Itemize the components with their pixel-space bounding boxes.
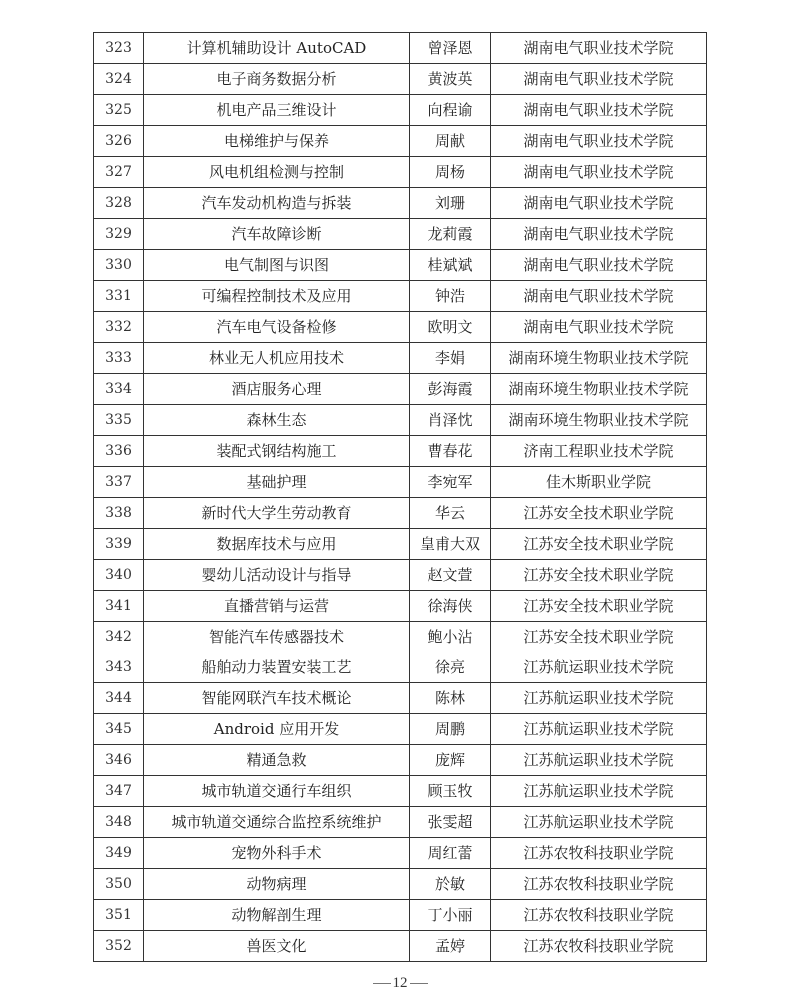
teacher-name: 鲍小沾 bbox=[410, 622, 491, 653]
footer-dash-right bbox=[410, 983, 428, 984]
row-number: 337 bbox=[94, 467, 144, 498]
school-name: 湖南电气职业技术学院 bbox=[491, 281, 707, 312]
table-row bbox=[94, 529, 707, 560]
course-name: 汽车故障诊断 bbox=[144, 219, 410, 250]
table-row bbox=[94, 405, 707, 436]
row-number: 331 bbox=[94, 281, 144, 312]
school-name: 江苏航运职业技术学院 bbox=[491, 714, 707, 745]
row-number: 352 bbox=[94, 931, 144, 962]
table-row bbox=[94, 374, 707, 405]
table-row bbox=[94, 436, 707, 467]
teacher-name: 周杨 bbox=[410, 157, 491, 188]
row-number: 334 bbox=[94, 374, 144, 405]
course-name: 城市轨道交通行车组织 bbox=[144, 776, 410, 807]
course-name: 电梯维护与保养 bbox=[144, 126, 410, 157]
course-name: 动物解剖生理 bbox=[144, 900, 410, 931]
teacher-name: 黄波英 bbox=[410, 64, 491, 95]
course-name: 森林生态 bbox=[144, 405, 410, 436]
table-row bbox=[94, 157, 707, 188]
table-row bbox=[94, 931, 707, 962]
row-number: 349 bbox=[94, 838, 144, 869]
course-name: 汽车发动机构造与拆装 bbox=[144, 188, 410, 219]
school-name: 湖南环境生物职业技术学院 bbox=[491, 405, 707, 436]
table-row bbox=[94, 776, 707, 807]
school-name: 湖南电气职业技术学院 bbox=[491, 250, 707, 281]
teacher-name: 刘珊 bbox=[410, 188, 491, 219]
course-list-table bbox=[93, 32, 707, 962]
course-name: Android 应用开发 bbox=[144, 714, 410, 745]
school-name: 湖南电气职业技术学院 bbox=[491, 95, 707, 126]
course-name: 机电产品三维设计 bbox=[144, 95, 410, 126]
school-name: 湖南电气职业技术学院 bbox=[491, 33, 707, 64]
school-name: 江苏航运职业技术学院 bbox=[491, 807, 707, 838]
row-number: 329 bbox=[94, 219, 144, 250]
school-name: 湖南电气职业技术学院 bbox=[491, 126, 707, 157]
course-name: 电气制图与识图 bbox=[144, 250, 410, 281]
row-number: 327 bbox=[94, 157, 144, 188]
course-name: 装配式钢结构施工 bbox=[144, 436, 410, 467]
row-number: 330 bbox=[94, 250, 144, 281]
row-number: 348 bbox=[94, 807, 144, 838]
course-name: 汽车电气设备检修 bbox=[144, 312, 410, 343]
school-name: 江苏安全技术职业学院 bbox=[491, 591, 707, 622]
table-row bbox=[94, 591, 707, 622]
course-name: 城市轨道交通综合监控系统维护 bbox=[144, 807, 410, 838]
teacher-name: 张雯超 bbox=[410, 807, 491, 838]
row-number: 336 bbox=[94, 436, 144, 467]
table-row bbox=[94, 622, 707, 653]
row-number: 346 bbox=[94, 745, 144, 776]
teacher-name: 欧明文 bbox=[410, 312, 491, 343]
course-name: 风电机组检测与控制 bbox=[144, 157, 410, 188]
table-row bbox=[94, 683, 707, 714]
row-number: 326 bbox=[94, 126, 144, 157]
table-row bbox=[94, 343, 707, 374]
school-name: 江苏安全技术职业学院 bbox=[491, 622, 707, 653]
course-name: 电子商务数据分析 bbox=[144, 64, 410, 95]
row-number: 323 bbox=[94, 33, 144, 64]
row-number: 325 bbox=[94, 95, 144, 126]
course-name: 动物病理 bbox=[144, 869, 410, 900]
row-number: 339 bbox=[94, 529, 144, 560]
school-name: 湖南环境生物职业技术学院 bbox=[491, 374, 707, 405]
row-number: 338 bbox=[94, 498, 144, 529]
row-number: 342 bbox=[94, 622, 144, 653]
course-name: 基础护理 bbox=[144, 467, 410, 498]
school-name: 江苏航运职业技术学院 bbox=[491, 652, 707, 683]
school-name: 江苏航运职业技术学院 bbox=[491, 683, 707, 714]
row-number: 350 bbox=[94, 869, 144, 900]
teacher-name: 孟婷 bbox=[410, 931, 491, 962]
course-name: 船舶动力装置安装工艺 bbox=[144, 652, 410, 683]
table-row bbox=[94, 838, 707, 869]
teacher-name: 周鹏 bbox=[410, 714, 491, 745]
school-name: 江苏安全技术职业学院 bbox=[491, 529, 707, 560]
teacher-name: 徐海侠 bbox=[410, 591, 491, 622]
page-number: 12 bbox=[392, 975, 408, 991]
table-body bbox=[94, 33, 707, 962]
school-name: 湖南电气职业技术学院 bbox=[491, 312, 707, 343]
school-name: 江苏农牧科技职业学院 bbox=[491, 931, 707, 962]
table-row bbox=[94, 900, 707, 931]
school-name: 湖南电气职业技术学院 bbox=[491, 157, 707, 188]
table-row bbox=[94, 498, 707, 529]
row-number: 332 bbox=[94, 312, 144, 343]
table-row bbox=[94, 560, 707, 591]
row-number: 347 bbox=[94, 776, 144, 807]
footer-dash-left bbox=[373, 983, 391, 984]
teacher-name: 周红蕾 bbox=[410, 838, 491, 869]
row-number: 340 bbox=[94, 560, 144, 591]
teacher-name: 向程谕 bbox=[410, 95, 491, 126]
table-row bbox=[94, 219, 707, 250]
teacher-name: 桂斌斌 bbox=[410, 250, 491, 281]
table-row bbox=[94, 281, 707, 312]
page-footer bbox=[0, 975, 800, 992]
row-number: 324 bbox=[94, 64, 144, 95]
teacher-name: 陈林 bbox=[410, 683, 491, 714]
school-name: 江苏农牧科技职业学院 bbox=[491, 838, 707, 869]
teacher-name: 肖泽忱 bbox=[410, 405, 491, 436]
school-name: 湖南电气职业技术学院 bbox=[491, 64, 707, 95]
table-row bbox=[94, 714, 707, 745]
row-number: 343 bbox=[94, 652, 144, 683]
row-number: 328 bbox=[94, 188, 144, 219]
course-name: 宠物外科手术 bbox=[144, 838, 410, 869]
course-name: 兽医文化 bbox=[144, 931, 410, 962]
row-number: 341 bbox=[94, 591, 144, 622]
course-name: 智能网联汽车技术概论 bbox=[144, 683, 410, 714]
school-name: 湖南电气职业技术学院 bbox=[491, 188, 707, 219]
table-row bbox=[94, 807, 707, 838]
teacher-name: 彭海霞 bbox=[410, 374, 491, 405]
course-name: 可编程控制技术及应用 bbox=[144, 281, 410, 312]
table-row bbox=[94, 250, 707, 281]
teacher-name: 徐亮 bbox=[410, 652, 491, 683]
teacher-name: 龙莉霞 bbox=[410, 219, 491, 250]
school-name: 江苏航运职业技术学院 bbox=[491, 745, 707, 776]
course-name: 计算机辅助设计 AutoCAD bbox=[144, 33, 410, 64]
row-number: 333 bbox=[94, 343, 144, 374]
school-name: 湖南电气职业技术学院 bbox=[491, 219, 707, 250]
table-row bbox=[94, 652, 707, 683]
school-name: 江苏航运职业技术学院 bbox=[491, 776, 707, 807]
school-name: 江苏农牧科技职业学院 bbox=[491, 900, 707, 931]
teacher-name: 丁小丽 bbox=[410, 900, 491, 931]
row-number: 351 bbox=[94, 900, 144, 931]
course-name: 林业无人机应用技术 bbox=[144, 343, 410, 374]
course-name: 酒店服务心理 bbox=[144, 374, 410, 405]
table-row bbox=[94, 467, 707, 498]
teacher-name: 华云 bbox=[410, 498, 491, 529]
teacher-name: 赵文萱 bbox=[410, 560, 491, 591]
course-name: 直播营销与运营 bbox=[144, 591, 410, 622]
teacher-name: 曾泽恩 bbox=[410, 33, 491, 64]
table-row bbox=[94, 126, 707, 157]
course-name: 智能汽车传感器技术 bbox=[144, 622, 410, 653]
row-number: 345 bbox=[94, 714, 144, 745]
table-row bbox=[94, 188, 707, 219]
school-name: 佳木斯职业学院 bbox=[491, 467, 707, 498]
teacher-name: 周献 bbox=[410, 126, 491, 157]
course-name: 数据库技术与应用 bbox=[144, 529, 410, 560]
course-name: 婴幼儿活动设计与指导 bbox=[144, 560, 410, 591]
teacher-name: 李宛军 bbox=[410, 467, 491, 498]
school-name: 济南工程职业技术学院 bbox=[491, 436, 707, 467]
table-row bbox=[94, 64, 707, 95]
table-row bbox=[94, 33, 707, 64]
teacher-name: 於敏 bbox=[410, 869, 491, 900]
teacher-name: 钟浩 bbox=[410, 281, 491, 312]
teacher-name: 李娟 bbox=[410, 343, 491, 374]
row-number: 344 bbox=[94, 683, 144, 714]
table-row bbox=[94, 869, 707, 900]
school-name: 江苏安全技术职业学院 bbox=[491, 498, 707, 529]
teacher-name: 皇甫大双 bbox=[410, 529, 491, 560]
school-name: 湖南环境生物职业技术学院 bbox=[491, 343, 707, 374]
teacher-name: 庞辉 bbox=[410, 745, 491, 776]
table-row bbox=[94, 95, 707, 126]
course-name: 新时代大学生劳动教育 bbox=[144, 498, 410, 529]
table-row bbox=[94, 745, 707, 776]
row-number: 335 bbox=[94, 405, 144, 436]
teacher-name: 顾玉牧 bbox=[410, 776, 491, 807]
school-name: 江苏安全技术职业学院 bbox=[491, 560, 707, 591]
course-name: 精通急救 bbox=[144, 745, 410, 776]
teacher-name: 曹春花 bbox=[410, 436, 491, 467]
school-name: 江苏农牧科技职业学院 bbox=[491, 869, 707, 900]
table-row bbox=[94, 312, 707, 343]
